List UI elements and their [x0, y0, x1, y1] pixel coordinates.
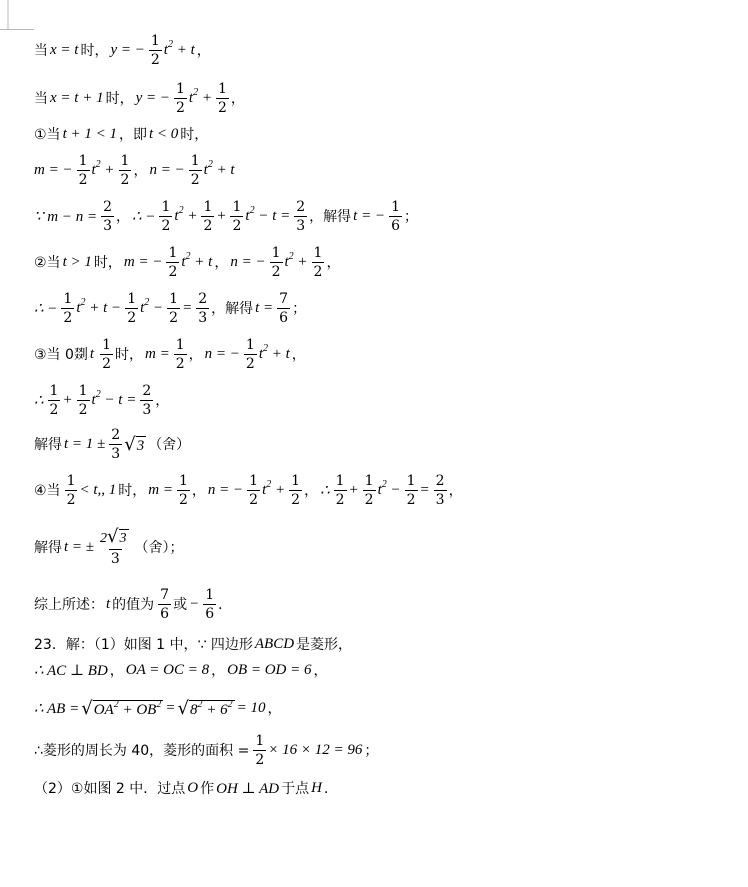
text-run: ， [109, 663, 124, 679]
fraction-denominator: 2 [168, 263, 178, 280]
text-run: （舍）； [134, 540, 184, 556]
math-run: $t^2 + t$ [181, 250, 213, 270]
fraction-denominator: 2 [161, 217, 171, 234]
fraction [174, 338, 187, 371]
fraction-numerator: 7 [279, 290, 289, 307]
fraction [140, 384, 153, 417]
fraction-numerator: 2 [198, 290, 208, 307]
fraction-numerator: 1 [78, 382, 88, 399]
text-run: ， [230, 91, 245, 107]
text-run: ， [196, 43, 211, 59]
solution-line [34, 688, 283, 728]
math-run: m = [148, 481, 173, 498]
text-run: 于点 [281, 781, 310, 797]
text-run: ①当 [34, 127, 61, 143]
fraction [125, 292, 138, 325]
math-run: ∴ AC ⊥ BD [34, 662, 108, 679]
fraction [77, 384, 90, 417]
solution-line [34, 470, 465, 510]
math-run: t = [255, 299, 274, 316]
fraction-denominator: 2 [406, 491, 416, 508]
text-run: 23．解：（1）如图 1 中，∵ 四边形 [34, 637, 253, 653]
math-run: ABCD [254, 635, 295, 652]
text-run: 时， [115, 347, 144, 363]
fraction [216, 82, 229, 115]
fraction-numerator: 1 [161, 198, 171, 215]
fraction-denominator: 3 [198, 309, 208, 326]
text-run: ∴菱形的周长为 40，菱形的面积 = [34, 743, 250, 759]
fraction-numerator: 2 [435, 472, 445, 489]
fraction [294, 200, 307, 233]
math-run: H [311, 779, 322, 796]
fraction-denominator: 2 [190, 171, 200, 188]
fraction [389, 200, 402, 233]
math-run: + [62, 391, 73, 408]
fraction [289, 474, 302, 507]
math-run: n = − [230, 253, 266, 270]
fraction-denominator: 2 [120, 171, 130, 188]
text-run: （舍） [148, 437, 191, 453]
fraction-numerator: 1 [102, 336, 112, 353]
math-run: y = − [110, 41, 145, 58]
math-run: t [106, 595, 111, 612]
math-run: t = ± [64, 538, 95, 555]
fraction-numerator: 1 [391, 198, 401, 215]
fraction [109, 428, 122, 461]
fraction-numerator: 2 [103, 198, 113, 215]
text-run: 时， [93, 255, 122, 271]
fraction-denominator: 2 [78, 171, 88, 188]
fraction-denominator: 2 [245, 355, 255, 372]
fraction-denominator: 2 [271, 263, 281, 280]
fraction-numerator: 1 [255, 732, 265, 749]
text-run: ， [116, 209, 131, 225]
fraction [48, 384, 61, 417]
math-run: $t^2 + t$ − [76, 296, 122, 316]
fraction-denominator: 2 [179, 491, 188, 508]
text-run: ，即 [118, 127, 147, 143]
fraction-denominator: 2 [102, 355, 112, 372]
fraction-numerator: 1 [232, 198, 242, 215]
math-run: $t^2 - t$ = [245, 204, 291, 224]
text-run: 时， [80, 43, 109, 59]
fraction-denominator: 2 [291, 491, 301, 508]
math-run: ∴ AB = [34, 700, 80, 717]
math-run: $t^2 + t$ [163, 38, 195, 58]
math-run: n = − [207, 481, 244, 498]
fraction [167, 292, 180, 325]
math-run: x = t [50, 41, 79, 58]
solution-line [34, 524, 186, 570]
fraction-numerator: 1 [205, 586, 215, 603]
fraction-numerator: 1 [49, 382, 59, 399]
math-run: = 10 [236, 699, 266, 716]
fraction [159, 200, 172, 233]
fraction-numerator: 1 [175, 80, 185, 97]
fraction-denominator: 2 [49, 401, 59, 418]
fraction-denominator: 6 [391, 217, 401, 234]
fraction-numerator: 1 [150, 32, 160, 49]
fraction-denominator: 2 [175, 99, 185, 116]
math-run: $t^2$ + [188, 86, 212, 106]
fraction-numerator: 1 [313, 244, 323, 261]
text-run: 的值为 [112, 597, 155, 613]
fraction-numerator: 1 [245, 336, 255, 353]
math-run: ∴ [320, 482, 330, 499]
fraction [174, 82, 187, 115]
text-run: ②当 [34, 255, 61, 271]
fraction-denominator: 6 [279, 309, 289, 326]
text-run: ， [448, 483, 463, 499]
fraction-denominator: 2 [335, 491, 345, 508]
text-run: ． [323, 781, 338, 797]
fraction-numerator: 2√3 [100, 526, 127, 548]
math-run: $t^2 - t$ = [91, 388, 137, 408]
math-run: OH ⊥ AD [216, 780, 280, 797]
fraction [177, 474, 190, 507]
solution-line [34, 150, 237, 190]
fraction-numerator: 1 [203, 198, 213, 215]
text-run: 时， [180, 127, 209, 143]
math-run: t < 0 [148, 125, 179, 142]
text-run: 综上所述： [34, 597, 104, 613]
math-run: + [216, 207, 227, 224]
fraction [100, 338, 113, 371]
math-run: ∴ − [132, 208, 156, 225]
solution-line [34, 768, 340, 808]
fraction-denominator: 2 [217, 99, 227, 116]
fraction-numerator: 1 [179, 472, 188, 489]
text-run: 时， [105, 91, 134, 107]
solution-line [34, 78, 247, 118]
fraction-denominator: 2 [313, 263, 323, 280]
fraction-denominator: 3 [103, 217, 113, 234]
square-root: √3 [124, 433, 145, 455]
fraction-numerator: 2 [111, 426, 121, 443]
fraction [98, 528, 132, 565]
fraction [270, 246, 283, 279]
fraction-numerator: 1 [63, 290, 73, 307]
fraction-numerator: 1 [190, 152, 200, 169]
fraction-numerator: 1 [217, 80, 227, 97]
text-run: ， [313, 663, 328, 679]
text-run: ， [133, 163, 148, 179]
text-run: ， [214, 255, 229, 271]
fraction-denominator: 2 [169, 309, 179, 326]
solution-line [34, 196, 420, 236]
math-run: = [419, 481, 430, 498]
fraction [77, 154, 90, 187]
text-run: ， [326, 255, 341, 271]
fraction [247, 474, 260, 507]
fraction-numerator: 1 [175, 336, 185, 353]
square-root: $√8^2 + 6^2$ [177, 697, 233, 719]
solution-line [34, 242, 342, 282]
text-run: ③当 0剟 [34, 347, 88, 363]
fraction [312, 246, 325, 279]
fraction-denominator: 2 [203, 217, 213, 234]
math-run: n = − [204, 345, 240, 362]
text-run: ； [292, 301, 307, 317]
text-run: ， [304, 483, 319, 499]
solution-line [34, 30, 213, 70]
fraction-numerator: 1 [169, 290, 179, 307]
math-run: − [189, 595, 200, 612]
solution-line [34, 114, 210, 154]
math-run: = [165, 699, 176, 716]
fraction-numerator: 1 [364, 472, 374, 489]
math-run: × 16 × 12 = 96 [268, 741, 363, 758]
math-run: ∴ − [34, 300, 58, 317]
math-run: $t^2$ + [174, 204, 198, 224]
fraction-denominator: 3 [296, 217, 306, 234]
fraction-numerator: 1 [66, 472, 76, 489]
fraction-denominator: 3 [435, 491, 445, 508]
fraction [363, 474, 376, 507]
text-run: （2）①如图 2 中．过点 [34, 781, 186, 797]
square-root: $√OA^2 + OB^2$ [81, 697, 162, 719]
math-run: O [187, 779, 199, 796]
text-run: 解得 [34, 437, 62, 453]
math-run: $t^2$ − [140, 296, 164, 316]
text-run: 当 [34, 91, 48, 107]
fraction [253, 734, 266, 767]
fraction-denominator: 2 [78, 401, 88, 418]
math-run: ∴ [34, 392, 44, 409]
text-run: 解得 [34, 540, 62, 556]
text-run: ， [191, 483, 206, 499]
math-run: = [182, 299, 193, 316]
math-run: t > 1 [62, 253, 92, 270]
fraction [277, 292, 290, 325]
fraction [101, 200, 114, 233]
fraction-numerator: 1 [120, 152, 130, 169]
text-run: ， [291, 347, 306, 363]
fraction-denominator: 2 [127, 309, 137, 326]
text-run: ， [155, 393, 170, 409]
math-run: + [348, 481, 359, 498]
fraction-numerator: 1 [406, 472, 416, 489]
math-run: $t^2$ + [91, 158, 115, 178]
math-run: $t^2 + t$ [203, 158, 235, 178]
text-run: ． [218, 597, 233, 613]
fraction-numerator: 1 [271, 244, 281, 261]
solution-line [34, 424, 192, 464]
fraction [189, 154, 202, 187]
math-run: t = − [353, 207, 386, 224]
math-run: t + 1 < 1 [62, 125, 117, 142]
fraction [196, 292, 209, 325]
fraction-numerator: 1 [335, 472, 345, 489]
text-run: ， [211, 663, 226, 679]
math-run: y = − [135, 89, 170, 106]
solution-line [34, 334, 308, 374]
math-run: t [89, 345, 95, 362]
text-run: ； [364, 743, 379, 759]
fraction-denominator: 2 [150, 51, 160, 68]
fraction-denominator: 6 [205, 605, 215, 622]
text-run: 是菱形， [296, 637, 353, 653]
math-run: x = t + 1 [50, 89, 104, 106]
math-run: $t^2$ − [377, 478, 401, 498]
fraction [61, 292, 74, 325]
fraction-denominator: 2 [249, 491, 259, 508]
text-run: ④当 [34, 483, 61, 499]
fraction-denominator: 2 [232, 217, 242, 234]
fraction-denominator: 6 [160, 605, 170, 622]
fraction [244, 338, 257, 371]
math-run: $t^2 + t$ [258, 342, 290, 362]
text-run: ，解得 [309, 209, 352, 225]
fraction-numerator: 1 [78, 152, 88, 169]
fraction-denominator: 2 [66, 491, 76, 508]
fraction-denominator: 2 [175, 355, 185, 372]
fraction [201, 200, 214, 233]
fraction-denominator: 3 [111, 445, 121, 462]
fraction [434, 474, 447, 507]
math-run: t = 1 ± [64, 435, 106, 452]
solution-line [34, 730, 380, 770]
fraction-numerator: 1 [249, 472, 259, 489]
fraction [334, 474, 347, 507]
math-run: OA = OC = 8 [125, 661, 210, 678]
math-run: OB = OD = 6 [227, 661, 312, 678]
fraction [149, 34, 162, 67]
text-run: ，解得 [211, 301, 254, 317]
fraction-numerator: 2 [142, 382, 152, 399]
square-root: √3 [107, 526, 127, 548]
text-run: 或 [173, 597, 188, 613]
fraction [119, 154, 132, 187]
math-run: m = − [34, 161, 73, 178]
fraction-denominator: 2 [364, 491, 374, 508]
math-run: n = − [149, 161, 185, 178]
fraction [65, 474, 78, 507]
fraction-numerator: 2 [296, 198, 306, 215]
solution-line [34, 380, 171, 420]
fraction-numerator: 7 [160, 586, 170, 603]
solution-line [34, 584, 234, 624]
fraction-denominator: 2 [255, 751, 265, 768]
text-run: 当 [34, 43, 48, 59]
math-run: $t^2$ + [284, 250, 308, 270]
text-run: 作 [200, 781, 215, 797]
solution-line [34, 650, 330, 690]
fraction [230, 200, 243, 233]
fraction [405, 474, 418, 507]
fraction-denominator: 3 [110, 550, 120, 567]
fraction-numerator: 1 [127, 290, 137, 307]
fraction-denominator: 2 [63, 309, 73, 326]
math-run: < t,, 1 [79, 481, 117, 498]
text-run: ， [267, 701, 282, 717]
page-corner-mark [0, 0, 34, 30]
text-run: ； [404, 209, 419, 225]
fraction-numerator: 1 [168, 244, 178, 261]
text-run: ， [188, 347, 203, 363]
fraction-numerator: 1 [291, 472, 301, 489]
math-run: m = − [123, 253, 163, 270]
text-run: 时， [118, 483, 147, 499]
fraction-denominator: 3 [142, 401, 152, 418]
math-run: ∵ m − n = [34, 208, 98, 225]
math-run: $t^2$ + [262, 478, 286, 498]
solution-line [34, 288, 308, 328]
fraction [203, 588, 216, 621]
fraction [166, 246, 179, 279]
fraction [158, 588, 171, 621]
math-run: m = [145, 345, 170, 362]
